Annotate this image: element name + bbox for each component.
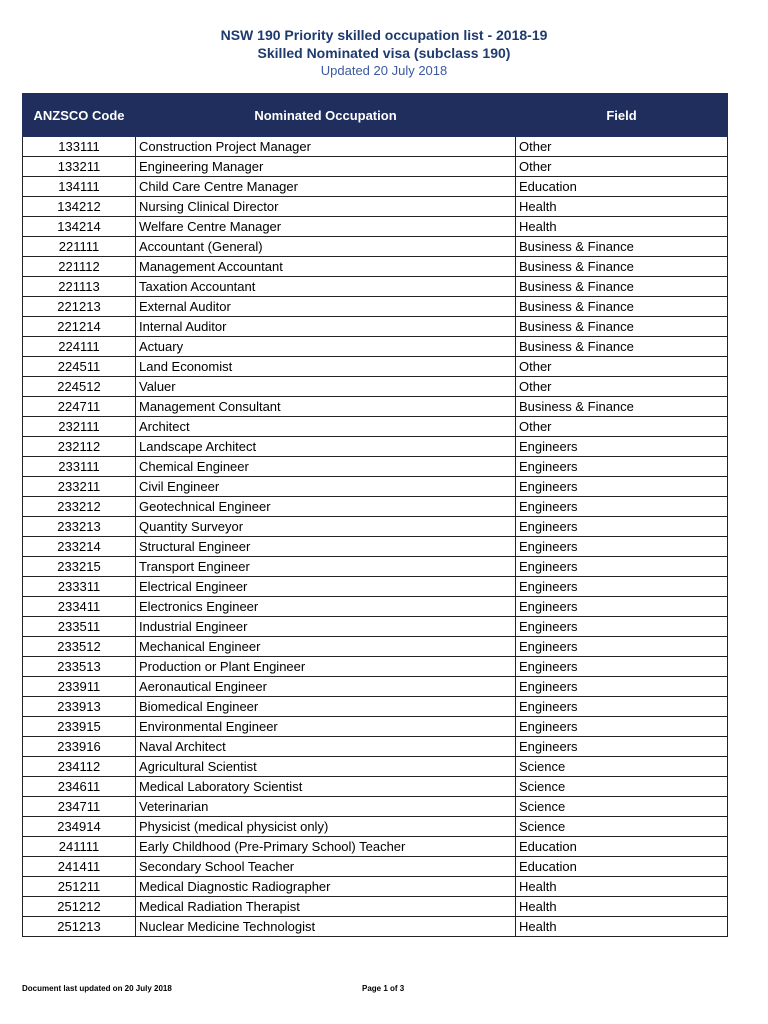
- table-row: [23, 437, 728, 457]
- anzsco-code-cell: 234112: [23, 757, 136, 777]
- field-cell: Health: [516, 217, 728, 237]
- anzsco-code-cell: 233111: [23, 457, 136, 477]
- occupation-cell: Electrical Engineer: [136, 577, 516, 597]
- document-title: NSW 190 Priority skilled occupation list - 2018-19: [220, 27, 548, 43]
- occupation-cell: Industrial Engineer: [136, 617, 516, 637]
- anzsco-code-cell: 133211: [23, 157, 136, 177]
- anzsco-code-cell: 224512: [23, 377, 136, 397]
- occupation-cell: Veterinarian: [136, 797, 516, 817]
- table-row: [23, 797, 728, 817]
- field-cell: Health: [516, 197, 728, 217]
- occupation-cell: Actuary: [136, 337, 516, 357]
- field-cell: Other: [516, 417, 728, 437]
- anzsco-code-cell: 232111: [23, 417, 136, 437]
- table-header-row: [23, 94, 728, 137]
- anzsco-code-cell: 234711: [23, 797, 136, 817]
- occupation-cell: Mechanical Engineer: [136, 637, 516, 657]
- occupation-cell: Landscape Architect: [136, 437, 516, 457]
- anzsco-code-cell: 233911: [23, 677, 136, 697]
- anzsco-code-cell: 134214: [23, 217, 136, 237]
- field-cell: Health: [516, 877, 728, 897]
- field-cell: Science: [516, 797, 728, 817]
- anzsco-code-cell: 133111: [23, 137, 136, 157]
- occupation-cell: Production or Plant Engineer: [136, 657, 516, 677]
- occupation-cell: Nursing Clinical Director: [136, 197, 516, 217]
- anzsco-code-cell: 241411: [23, 857, 136, 877]
- table-row: [23, 197, 728, 217]
- occupation-table: [22, 93, 728, 937]
- anzsco-code-cell: 233411: [23, 597, 136, 617]
- field-cell: Business & Finance: [516, 237, 728, 257]
- occupation-cell: Internal Auditor: [136, 317, 516, 337]
- occupation-cell: Structural Engineer: [136, 537, 516, 557]
- table-row: [23, 357, 728, 377]
- anzsco-code-cell: 134212: [23, 197, 136, 217]
- table-row: [23, 557, 728, 577]
- anzsco-code-cell: 224511: [23, 357, 136, 377]
- field-cell: Science: [516, 757, 728, 777]
- field-cell: Business & Finance: [516, 397, 728, 417]
- anzsco-code-cell: 251213: [23, 917, 136, 937]
- occupation-cell: Biomedical Engineer: [136, 697, 516, 717]
- field-cell: Business & Finance: [516, 277, 728, 297]
- document-subtitle: Skilled Nominated visa (subclass 190): [257, 45, 511, 61]
- anzsco-code-cell: 221111: [23, 237, 136, 257]
- table-row: [23, 137, 728, 157]
- field-cell: Business & Finance: [516, 317, 728, 337]
- table-row: [23, 677, 728, 697]
- footer-last-updated: Document last updated on 20 July 2018: [22, 984, 172, 993]
- occupation-cell: Secondary School Teacher: [136, 857, 516, 877]
- field-cell: Other: [516, 357, 728, 377]
- occupation-cell: Child Care Centre Manager: [136, 177, 516, 197]
- occupation-cell: Medical Laboratory Scientist: [136, 777, 516, 797]
- table-row: [23, 917, 728, 937]
- occupation-cell: Taxation Accountant: [136, 277, 516, 297]
- occupation-cell: Construction Project Manager: [136, 137, 516, 157]
- occupation-cell: Medical Radiation Therapist: [136, 897, 516, 917]
- table-row: [23, 377, 728, 397]
- anzsco-code-cell: 234914: [23, 817, 136, 837]
- field-cell: Science: [516, 777, 728, 797]
- occupation-cell: Management Accountant: [136, 257, 516, 277]
- field-cell: Health: [516, 897, 728, 917]
- field-cell: Engineers: [516, 657, 728, 677]
- occupation-cell: Architect: [136, 417, 516, 437]
- updated-date: Updated 20 July 2018: [320, 63, 448, 78]
- anzsco-code-cell: 233915: [23, 717, 136, 737]
- anzsco-code-cell: 233311: [23, 577, 136, 597]
- field-cell: Engineers: [516, 557, 728, 577]
- field-cell: Health: [516, 917, 728, 937]
- anzsco-code-cell: 233213: [23, 517, 136, 537]
- table-row: [23, 257, 728, 277]
- field-cell: Science: [516, 817, 728, 837]
- table-row: [23, 457, 728, 477]
- field-cell: Education: [516, 857, 728, 877]
- anzsco-code-cell: 221213: [23, 297, 136, 317]
- anzsco-code-cell: 232112: [23, 437, 136, 457]
- anzsco-code-cell: 233215: [23, 557, 136, 577]
- occupation-cell: Land Economist: [136, 357, 516, 377]
- occupation-cell: Medical Diagnostic Radiographer: [136, 877, 516, 897]
- field-cell: Engineers: [516, 617, 728, 637]
- table-row: [23, 697, 728, 717]
- occupation-cell: Early Childhood (Pre-Primary School) Teacher: [136, 837, 516, 857]
- table-row: [23, 297, 728, 317]
- field-cell: Other: [516, 157, 728, 177]
- field-cell: Business & Finance: [516, 297, 728, 317]
- field-cell: Engineers: [516, 437, 728, 457]
- table-row: [23, 317, 728, 337]
- field-cell: Business & Finance: [516, 337, 728, 357]
- table-row: [23, 397, 728, 417]
- table-row: [23, 157, 728, 177]
- anzsco-code-cell: 233214: [23, 537, 136, 557]
- table-row: [23, 737, 728, 757]
- table-row: [23, 837, 728, 857]
- occupation-cell: Valuer: [136, 377, 516, 397]
- anzsco-code-cell: 221113: [23, 277, 136, 297]
- occupation-cell: Physicist (medical physicist only): [136, 817, 516, 837]
- field-cell: Education: [516, 837, 728, 857]
- column-header-occupation: Nominated Occupation: [136, 94, 516, 137]
- document-header: [0, 26, 768, 79]
- field-cell: Engineers: [516, 697, 728, 717]
- table-row: [23, 237, 728, 257]
- occupation-cell: Electronics Engineer: [136, 597, 516, 617]
- anzsco-code-cell: 224711: [23, 397, 136, 417]
- anzsco-code-cell: 233513: [23, 657, 136, 677]
- anzsco-code-cell: 251212: [23, 897, 136, 917]
- anzsco-code-cell: 224111: [23, 337, 136, 357]
- table-row: [23, 597, 728, 617]
- occupation-cell: Agricultural Scientist: [136, 757, 516, 777]
- anzsco-code-cell: 221214: [23, 317, 136, 337]
- column-header-code: ANZSCO Code: [23, 94, 136, 137]
- table-row: [23, 717, 728, 737]
- anzsco-code-cell: 233212: [23, 497, 136, 517]
- table-row: [23, 617, 728, 637]
- table-row: [23, 777, 728, 797]
- occupation-cell: Environmental Engineer: [136, 717, 516, 737]
- anzsco-code-cell: 233916: [23, 737, 136, 757]
- field-cell: Engineers: [516, 537, 728, 557]
- table-row: [23, 277, 728, 297]
- field-cell: Engineers: [516, 517, 728, 537]
- anzsco-code-cell: 233211: [23, 477, 136, 497]
- table-row: [23, 857, 728, 877]
- anzsco-code-cell: 233913: [23, 697, 136, 717]
- anzsco-code-cell: 241111: [23, 837, 136, 857]
- occupation-cell: Geotechnical Engineer: [136, 497, 516, 517]
- table-row: [23, 477, 728, 497]
- occupation-cell: Accountant (General): [136, 237, 516, 257]
- table-row: [23, 217, 728, 237]
- occupation-cell: Civil Engineer: [136, 477, 516, 497]
- occupation-cell: Naval Architect: [136, 737, 516, 757]
- field-cell: Education: [516, 177, 728, 197]
- field-cell: Engineers: [516, 577, 728, 597]
- table-row: [23, 577, 728, 597]
- occupation-cell: External Auditor: [136, 297, 516, 317]
- table-row: [23, 537, 728, 557]
- occupation-cell: Management Consultant: [136, 397, 516, 417]
- table-row: [23, 657, 728, 677]
- anzsco-code-cell: 233511: [23, 617, 136, 637]
- field-cell: Engineers: [516, 717, 728, 737]
- field-cell: Engineers: [516, 497, 728, 517]
- table-row: [23, 757, 728, 777]
- anzsco-code-cell: 233512: [23, 637, 136, 657]
- table-row: [23, 417, 728, 437]
- field-cell: Engineers: [516, 737, 728, 757]
- occupation-cell: Engineering Manager: [136, 157, 516, 177]
- occupation-cell: Nuclear Medicine Technologist: [136, 917, 516, 937]
- anzsco-code-cell: 251211: [23, 877, 136, 897]
- anzsco-code-cell: 134111: [23, 177, 136, 197]
- table-row: [23, 497, 728, 517]
- field-cell: Engineers: [516, 677, 728, 697]
- field-cell: Engineers: [516, 597, 728, 617]
- anzsco-code-cell: 221112: [23, 257, 136, 277]
- field-cell: Engineers: [516, 457, 728, 477]
- footer-page-number: Page 1 of 3: [362, 984, 405, 993]
- table-row: [23, 637, 728, 657]
- field-cell: Engineers: [516, 477, 728, 497]
- table-row: [23, 897, 728, 917]
- column-header-field: Field: [516, 94, 728, 137]
- field-cell: Other: [516, 137, 728, 157]
- table-row: [23, 877, 728, 897]
- occupation-cell: Quantity Surveyor: [136, 517, 516, 537]
- table-row: [23, 817, 728, 837]
- field-cell: Engineers: [516, 637, 728, 657]
- table-row: [23, 337, 728, 357]
- occupation-cell: Transport Engineer: [136, 557, 516, 577]
- occupation-cell: Welfare Centre Manager: [136, 217, 516, 237]
- occupation-cell: Aeronautical Engineer: [136, 677, 516, 697]
- anzsco-code-cell: 234611: [23, 777, 136, 797]
- field-cell: Business & Finance: [516, 257, 728, 277]
- table-row: [23, 517, 728, 537]
- table-row: [23, 177, 728, 197]
- occupation-cell: Chemical Engineer: [136, 457, 516, 477]
- field-cell: Other: [516, 377, 728, 397]
